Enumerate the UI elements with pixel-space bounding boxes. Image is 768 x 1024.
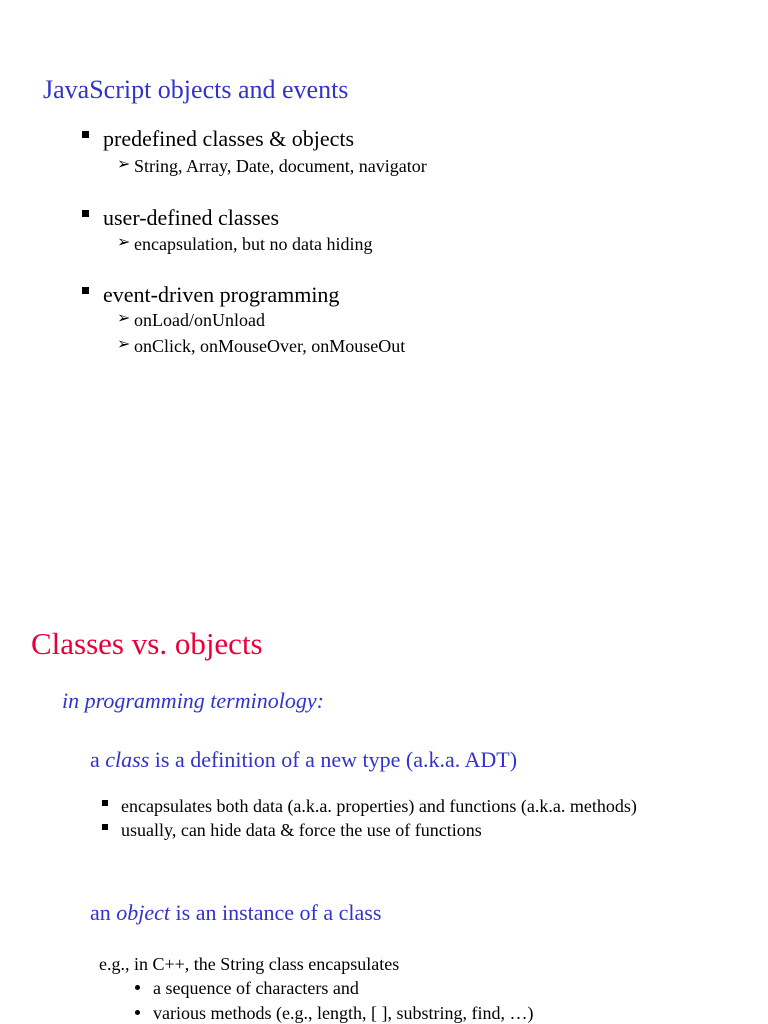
bullet-square-icon	[102, 800, 108, 806]
bullet-square-icon	[102, 824, 108, 830]
sub-item-user-defined: encapsulation, but no data hiding	[134, 234, 373, 254]
sub-item-onload: onLoad/onUnload	[134, 310, 265, 330]
slide2-subtitle: in programming terminology:	[62, 688, 324, 713]
example-bullet-sequence: a sequence of characters and	[153, 978, 359, 998]
example-bullet-methods: various methods (e.g., length, [ ], substring, find, …)	[153, 1003, 534, 1023]
slide2-title: Classes vs. objects	[31, 626, 263, 661]
bullet-dot-icon	[135, 985, 140, 990]
arrow-bullet-icon: ➢	[117, 154, 131, 173]
class-definition	[90, 749, 517, 771]
example-text: e.g., in C++, the String class encapsulates	[99, 954, 400, 974]
object-def-suffix: is an instance of a class	[170, 900, 382, 925]
class-bullet-encapsulates: encapsulates both data (a.k.a. properties) and functions (a.k.a. methods)	[121, 796, 637, 816]
arrow-bullet-icon: ➢	[117, 334, 131, 353]
object-def-term: object	[116, 900, 171, 925]
object-definition	[90, 902, 381, 924]
bullet-square-icon	[82, 287, 89, 294]
arrow-bullet-icon: ➢	[117, 308, 131, 327]
sub-item-predefined: String, Array, Date, document, navigator	[134, 156, 427, 176]
class-def-term: class	[105, 747, 150, 772]
bullet-item-predefined: predefined classes & objects	[103, 126, 355, 151]
bullet-square-icon	[82, 131, 89, 138]
slide1-title: JavaScript objects and events	[43, 75, 349, 104]
sub-item-onclick: onClick, onMouseOver, onMouseOut	[134, 336, 406, 356]
arrow-bullet-icon: ➢	[117, 232, 131, 251]
bullet-item-event-driven: event-driven programming	[103, 282, 340, 307]
bullet-square-icon	[82, 210, 89, 217]
class-bullet-hide-data: usually, can hide data & force the use of functions	[121, 820, 482, 840]
class-def-suffix: is a definition of a new type (a.k.a. ADT)	[149, 747, 518, 772]
bullet-item-user-defined: user-defined classes	[103, 205, 280, 230]
object-def-prefix: an	[90, 900, 117, 925]
bullet-dot-icon	[135, 1010, 140, 1015]
class-def-prefix: a	[90, 747, 106, 772]
